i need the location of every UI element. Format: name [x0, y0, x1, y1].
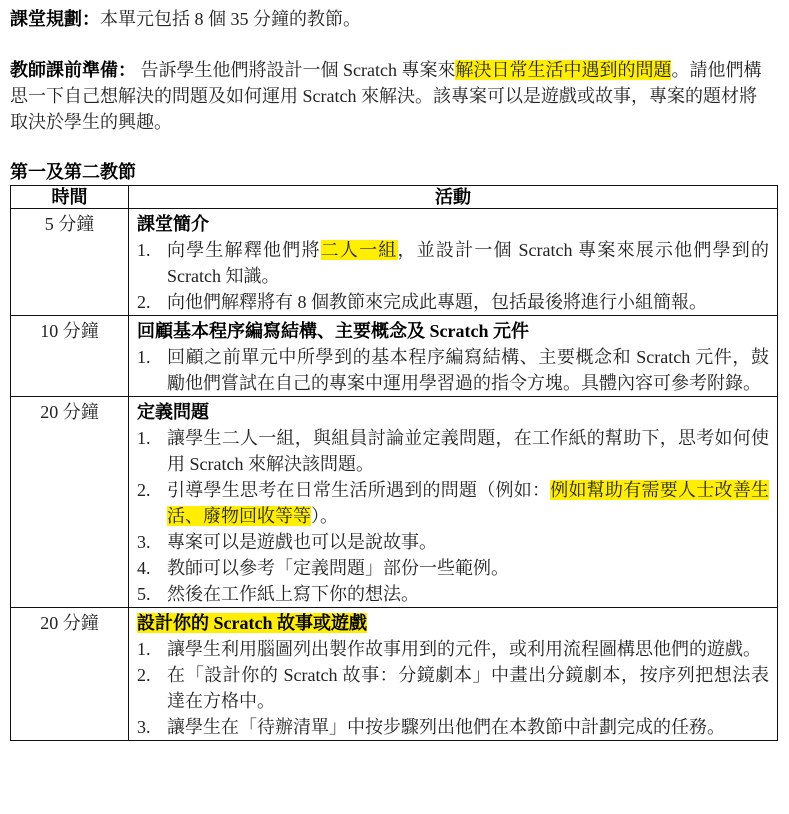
list-item	[137, 344, 769, 396]
table-row	[11, 397, 778, 608]
highlighted-text: 解決日常生活中遇到的問題	[455, 60, 672, 80]
text-segment: 。請他們構思一下自己想解決的問題及如何運用 Scratch 來解決。該專案可以是遊戲或故事，專案的題材將取決於學生的興趣。	[10, 60, 762, 132]
teacher-preparation-paragraph	[10, 57, 770, 135]
text-segment: 專案可以是遊戲也可以是說故事。	[167, 532, 437, 552]
time-cell: 20 分鐘	[11, 608, 129, 741]
list-number: 2.	[137, 292, 151, 312]
list-item	[137, 636, 769, 662]
list-item	[137, 555, 769, 581]
activity-title-text: 回顧基本程序編寫結構、主要概念及 Scratch 元件	[137, 321, 529, 341]
lesson-table	[10, 185, 778, 741]
activity-title	[137, 399, 769, 425]
list-item	[137, 289, 769, 315]
text-segment: 回顧之前單元中所學到的基本程序編寫結構、主要概念和 Scratch 元件，鼓勵他們嘗試在自己的專案中運用學習過的指令方塊。具體內容可參考附錄。	[167, 347, 769, 393]
text-segment: 讓學生利用腦圖列出製作故事用到的元件，或利用流程圖構思他們的遊戲。	[167, 639, 761, 659]
activity-title	[137, 610, 769, 636]
activity-cell	[129, 209, 778, 316]
text-segment: 向學生解釋他們將	[167, 240, 321, 260]
table-row	[11, 209, 778, 316]
table-row	[11, 316, 778, 397]
activity-cell	[129, 397, 778, 608]
lesson-planning-text: 本單元包括 8 個 35 分鐘的教節。	[100, 9, 361, 29]
lesson-planning-label: 課堂規劃：	[10, 9, 100, 29]
activity-title-text: 課堂簡介	[137, 214, 209, 234]
list-number: 3.	[137, 532, 151, 552]
text-segment: 向他們解釋將有 8 個教節來完成此專題，包括最後將進行小組簡報。	[167, 292, 707, 312]
text-segment: ）。	[311, 506, 338, 526]
activity-cell	[129, 608, 778, 741]
text-segment: 然後在工作紙上寫下你的想法。	[167, 584, 419, 604]
activity-title	[137, 211, 769, 237]
list-item	[137, 425, 769, 477]
activity-list	[137, 237, 769, 315]
list-item	[137, 581, 769, 607]
list-number: 1.	[137, 240, 151, 260]
list-number: 4.	[137, 558, 151, 578]
text-segment: 讓學生在「待辦清單」中按步驟列出他們在本教節中計劃完成的任務。	[167, 717, 725, 737]
activity-list	[137, 636, 769, 740]
table-header-row	[11, 186, 778, 209]
list-item	[137, 662, 769, 714]
lesson-planning-paragraph	[10, 6, 770, 32]
list-item	[137, 714, 769, 740]
activity-title-text: 設計你的 Scratch 故事或遊戲	[137, 613, 367, 633]
highlighted-text: 二人一組	[320, 240, 398, 260]
activity-title-text: 定義問題	[137, 402, 209, 422]
text-segment: 教師可以參考「定義問題」部份一些範例。	[167, 558, 509, 578]
text-segment: ，並設計一個 Scratch 專案來展示他們學到的 Scratch 知識。	[167, 240, 770, 286]
list-number: 1.	[137, 639, 151, 659]
section-heading: 第一及第二教節	[10, 162, 136, 182]
list-number: 1.	[137, 347, 151, 367]
text-segment: 告訴學生他們將設計一個 Scratch 專案來	[140, 60, 456, 80]
list-item	[137, 237, 769, 289]
list-number: 3.	[137, 717, 151, 737]
time-cell: 5 分鐘	[11, 209, 129, 316]
list-number: 2.	[137, 665, 151, 685]
list-number: 2.	[137, 480, 151, 500]
activity-list	[137, 425, 769, 607]
teacher-preparation-label: 教師課前準備：	[10, 60, 136, 80]
list-number: 1.	[137, 428, 151, 448]
activity-title	[137, 318, 769, 344]
header-time: 時間	[11, 186, 129, 209]
text-segment: 引導學生思考在日常生活所遇到的問題（例如：	[167, 480, 551, 500]
list-item	[137, 529, 769, 555]
list-item	[137, 477, 769, 529]
table-row	[11, 608, 778, 741]
time-cell: 20 分鐘	[11, 397, 129, 608]
activity-cell	[129, 316, 778, 397]
text-segment: 在「設計你的 Scratch 故事：分鏡劇本」中畫出分鏡劇本，按序列把想法表達在方格中。	[167, 665, 769, 711]
list-number: 5.	[137, 584, 151, 604]
header-activity: 活動	[129, 186, 778, 209]
text-segment: 讓學生二人一組，與組員討論並定義問題，在工作紙的幫助下，思考如何使用 Scratch 來解決該問題。	[167, 428, 769, 474]
activity-list	[137, 344, 769, 396]
time-cell: 10 分鐘	[11, 316, 129, 397]
highlighted-text: 例如幫助有需要人士改善生活、廢物回收等等	[167, 480, 769, 526]
